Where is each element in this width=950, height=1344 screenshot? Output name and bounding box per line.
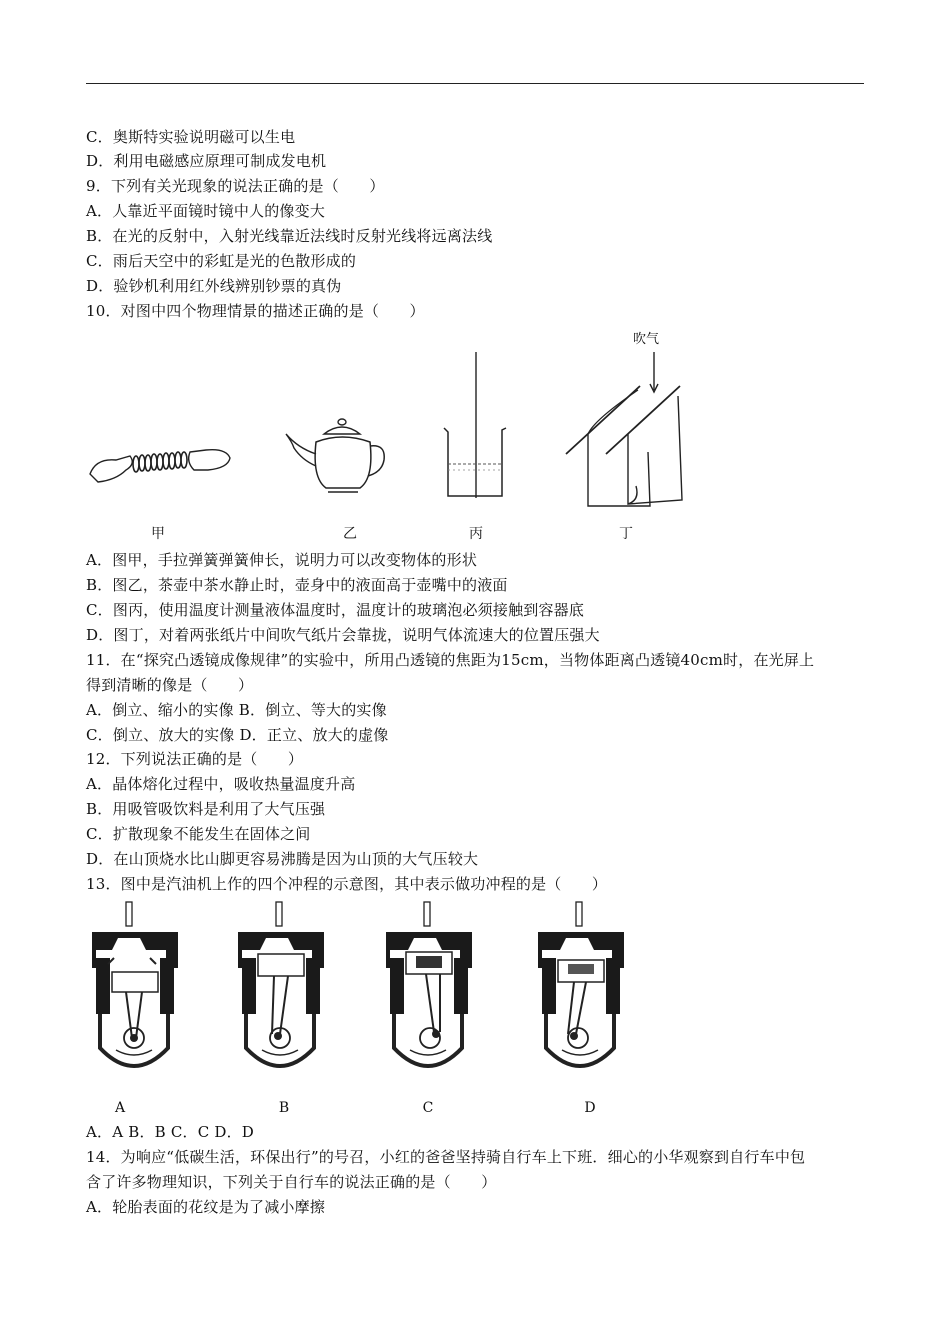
question-11: 11．在“探究凸透镜成像规律”的实验中，所用凸透镜的焦距为15cm，当物体距离凸透镜40cm时，在光屏上 — [86, 651, 815, 669]
blow-label: 吹气 — [632, 332, 659, 347]
engine-diagram-c — [380, 898, 480, 1074]
caption-jia: 甲 — [151, 526, 165, 542]
engine-diagram-b — [232, 898, 332, 1074]
engine-diagram-d — [532, 898, 632, 1074]
caption-bing: 丙 — [469, 526, 483, 542]
option-14a: A．轮胎表面的花纹是为了减小摩擦 — [86, 1198, 326, 1216]
teapot-figure — [282, 408, 388, 500]
spring-figure — [86, 436, 236, 496]
option-10d: D．图丁，对着两张纸片中间吹气纸片会靠拢，说明气体流速大的位置压强大 — [86, 626, 600, 644]
caption-ding: 丁 — [619, 526, 633, 542]
question-10: 10．对图中四个物理情景的描述正确的是（ ） — [86, 302, 425, 320]
caption-yi: 乙 — [343, 526, 357, 542]
question-9: 9．下列有关光现象的说法正确的是（ ） — [86, 177, 385, 195]
options-13: A．A B．B C．C D．D — [86, 1123, 255, 1141]
question-12: 12．下列说法正确的是（ ） — [86, 750, 304, 768]
beaker-figure — [440, 352, 510, 500]
options-11-cd: C．倒立、放大的实像 D．正立、放大的虚像 — [86, 726, 389, 744]
option-9c: C．雨后天空中的彩虹是光的色散形成的 — [86, 252, 357, 270]
question-14: 14．为响应“低碳生活，环保出行”的号召，小红的爸爸坚持骑自行车上下班．细心的小华观察到自行车中包 — [86, 1148, 806, 1166]
option-10b: B．图乙，茶壶中茶水静止时，壶身中的液面高于壶嘴中的液面 — [86, 576, 508, 594]
option-12d: D．在山顶烧水比山脚更容易沸腾是因为山顶的大气压较大 — [86, 850, 479, 868]
engine-diagram-a — [86, 898, 186, 1074]
option-9a: A．人靠近平面镜时镜中人的像变大 — [86, 202, 326, 220]
option-10a: A．图甲，手拉弹簧弹簧伸长，说明力可以改变物体的形状 — [86, 551, 478, 569]
question-14-cont: 含了许多物理知识，下列关于自行车的说法正确的是（ ） — [86, 1173, 497, 1191]
options-11-ab: A．倒立、缩小的实像 B．倒立、等大的实像 — [86, 701, 387, 719]
option-12c: C．扩散现象不能发生在固体之间 — [86, 825, 311, 843]
option-8c: C．奥斯特实验说明磁可以生电 — [86, 128, 296, 146]
option-8d: D．利用电磁感应原理可制成发电机 — [86, 152, 327, 170]
engine-caption-d: D — [584, 1100, 596, 1116]
engine-caption-b: B — [278, 1100, 290, 1116]
engine-caption-c: C — [422, 1100, 434, 1116]
option-12a: A．晶体熔化过程中，吸收热量温度升高 — [86, 775, 356, 793]
option-9d: D．验钞机利用红外线辨别钞票的真伪 — [86, 277, 342, 295]
engine-caption-a: A — [114, 1100, 126, 1116]
option-10c: C．图丙，使用温度计测量液体温度时，温度计的玻璃泡必须接触到容器底 — [86, 601, 585, 619]
paper-sheets-figure — [560, 330, 686, 516]
header-rule — [86, 83, 864, 84]
option-12b: B．用吸管吸饮料是利用了大气压强 — [86, 800, 326, 818]
question-13: 13．图中是汽油机上作的四个冲程的示意图，其中表示做功冲程的是（ ） — [86, 875, 608, 893]
option-9b: B．在光的反射中，入射光线靠近法线时反射光线将远离法线 — [86, 227, 493, 245]
question-11-cont: 得到清晰的像是（ ） — [86, 676, 254, 694]
